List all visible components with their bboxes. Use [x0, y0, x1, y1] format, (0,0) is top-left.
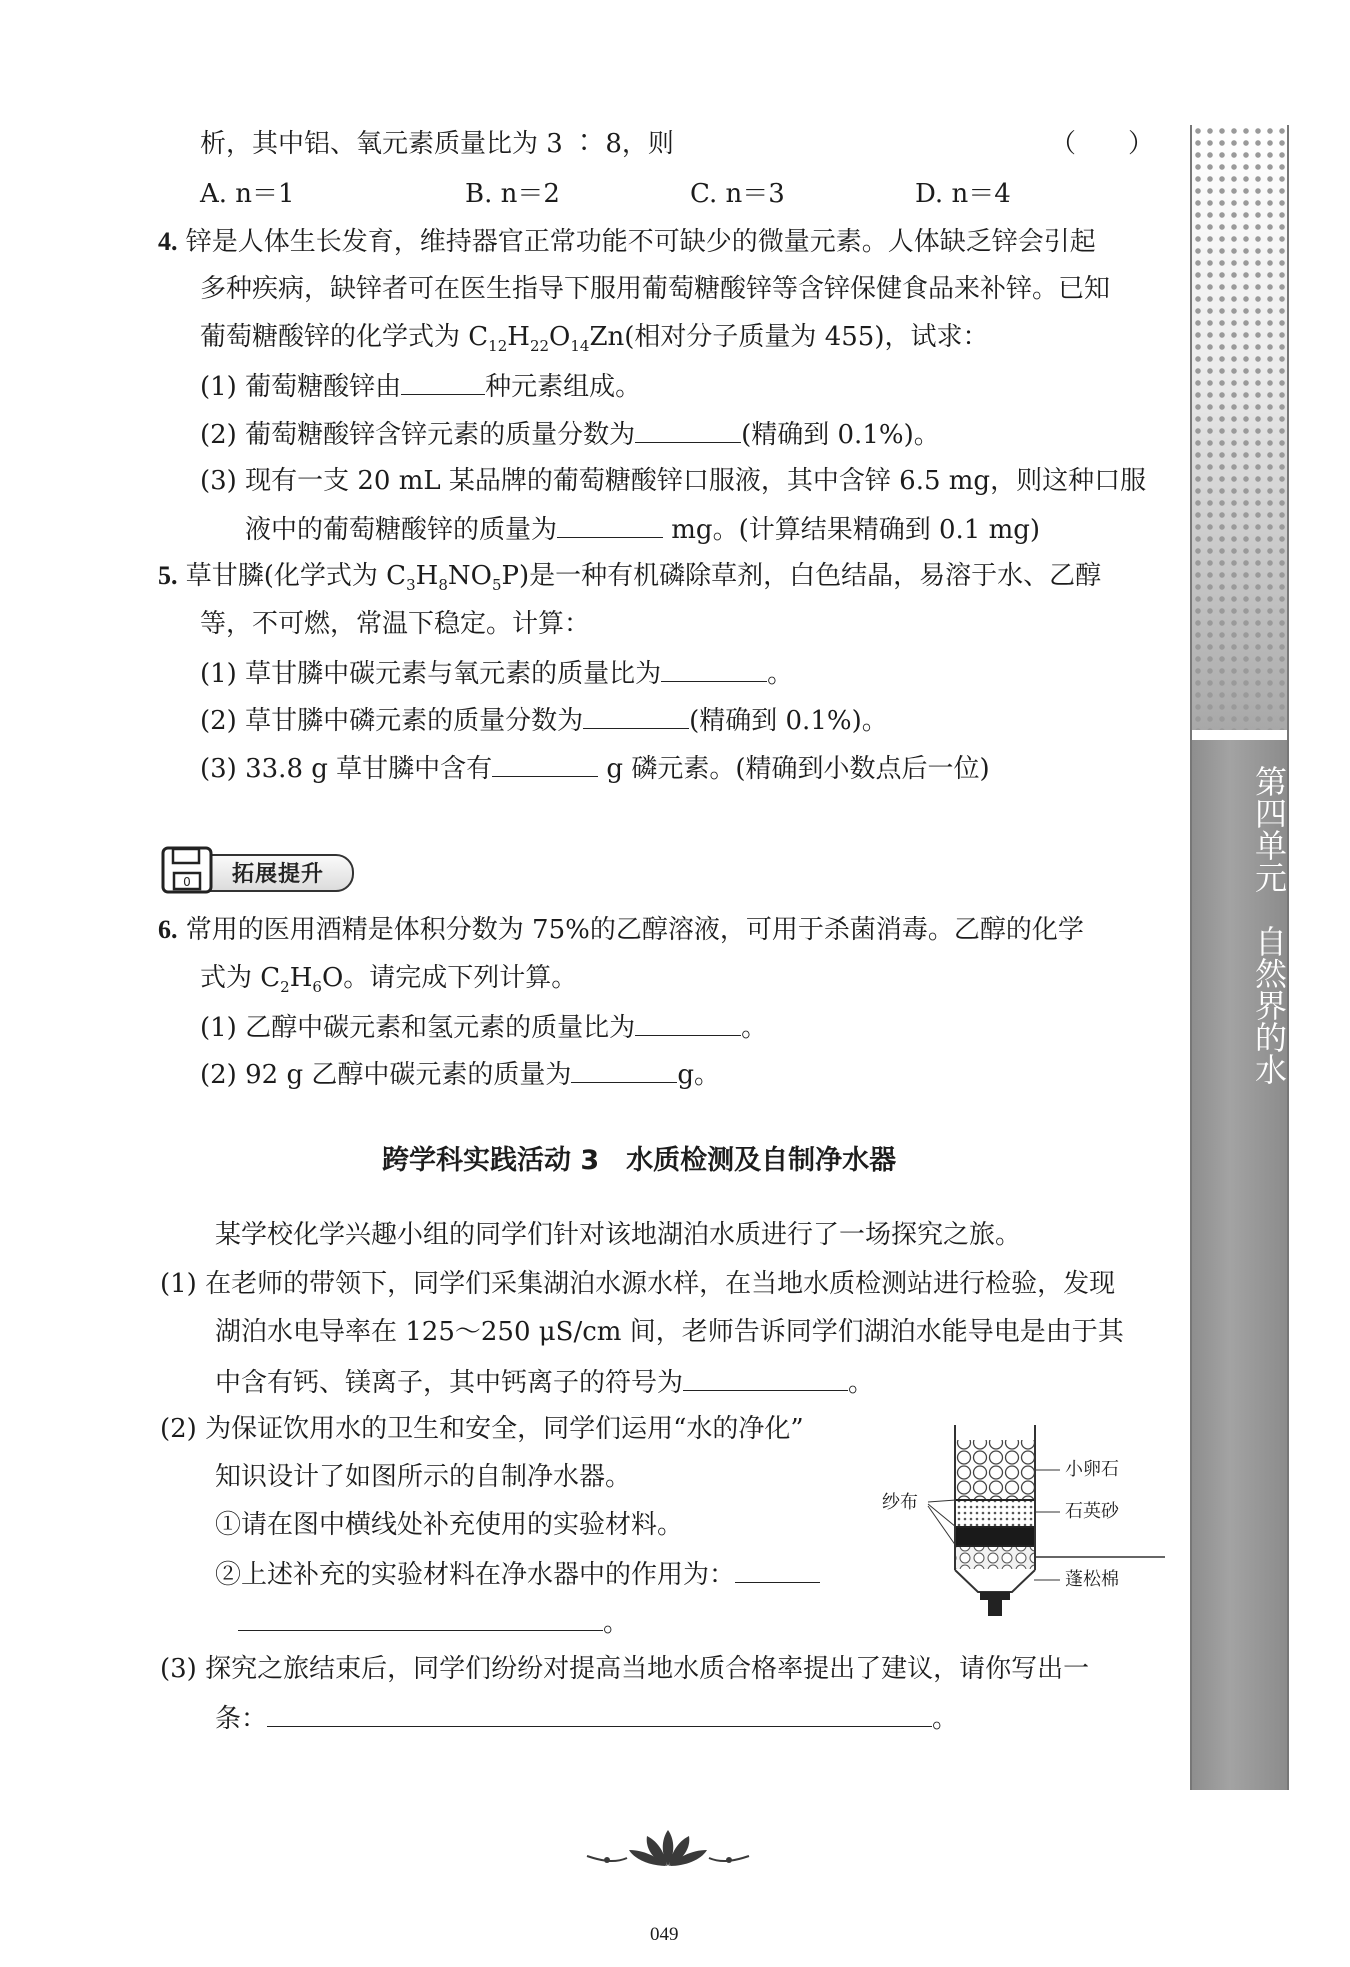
formula-suffix: O。请完成下列计算。 [321, 963, 578, 993]
activity-part-1-line2: 湖泊水电导率在 125～250 μS/cm 间，老师告诉同学们湖泊水能导电是由于其 [215, 1317, 1124, 1347]
chapter-sidebar [1190, 125, 1289, 1790]
subscript: 8 [438, 576, 448, 595]
option-b: B. n＝2 [465, 179, 560, 209]
formula-element: O [549, 322, 571, 352]
part-text: (2) 92 g 乙醇中碳元素的质量为 [200, 1060, 572, 1090]
q5-part-2 [200, 702, 888, 738]
label-cotton: 蓬松棉 [1065, 1569, 1119, 1590]
q3-stem-text: 析，其中铝、氧元素质量比为 3 ∶ 8，则 [200, 129, 674, 159]
section-title: 跨学科实践活动 3 水质检测及自制净水器 [382, 1145, 897, 1176]
option-a: A. n＝1 [200, 179, 295, 209]
question-4-line1 [158, 225, 1096, 259]
q4-part-3-line1: (3) 现有一支 20 mL 某品牌的葡萄糖酸锌口服液，其中含锌 6.5 mg，则这种口服 [200, 466, 1147, 496]
formula-element: H [507, 322, 530, 352]
floppy-disk-icon [160, 845, 218, 895]
q4-part-2 [200, 416, 940, 452]
part-text: 种元素组成。 [485, 372, 642, 402]
subscript: 22 [529, 337, 550, 356]
q5-part-1 [200, 655, 793, 691]
q6-part-2 [200, 1056, 720, 1092]
part-text: (精确到 0.1%)。 [689, 706, 888, 736]
subscript: 14 [570, 337, 590, 356]
q3-stem-line [200, 127, 674, 161]
part-text: (2) 葡萄糖酸锌含锌元素的质量分数为 [200, 420, 636, 450]
part-text: ②上述补充的实验材料在净水器中的作用为： [215, 1560, 736, 1590]
formula-prefix: 式为 C [200, 963, 281, 993]
option-d: D. n＝4 [915, 179, 1011, 209]
q5-part-3 [200, 750, 990, 786]
subscript: 2 [280, 978, 290, 997]
answer-blank[interactable] [571, 1056, 677, 1083]
part-text: g。 [677, 1060, 721, 1090]
activity-part-3-line1: (3) 探究之旅结束后，同学们纷纷对提高当地水质合格率提出了建议，请你写出一 [160, 1654, 1090, 1684]
water-filter-diagram [860, 1420, 1180, 1620]
water-filter-illustration [860, 1420, 1180, 1620]
part-text: (1) 葡萄糖酸锌由 [200, 372, 402, 402]
question-5-line2: 等，不可燃，常温下稳定。计算： [200, 609, 591, 639]
answer-blank[interactable] [238, 1604, 603, 1631]
activity-part-3-line2 [215, 1700, 958, 1736]
page-number: 049 [650, 1924, 679, 1945]
question-number: 5. [158, 561, 178, 590]
answer-blank[interactable] [635, 1009, 741, 1036]
activity-part-1-line1: (1) 在老师的带领下，同学们采集湖泊水源水样，在当地水质检测站进行检验，发现 [160, 1269, 1116, 1299]
formula-prefix: 草甘膦(化学式为 C [185, 561, 407, 591]
activity-part-2-line5 [238, 1604, 629, 1640]
label-gauze: 纱布 [882, 1492, 918, 1513]
part-text: 。 [767, 659, 794, 689]
sidebar-tab [1192, 740, 1287, 1790]
activity-part-1-line3 [215, 1364, 874, 1400]
label-pebble: 小卵石 [1065, 1459, 1119, 1480]
part-text: (1) 乙醇中碳元素和氢元素的质量比为 [200, 1013, 636, 1043]
part-text: 液中的葡萄糖酸锌的质量为 [245, 515, 558, 545]
q4-part-1 [200, 368, 641, 404]
leaf-ornament-icon [583, 1826, 753, 1870]
question-4-line2: 多种疾病，缺锌者可在医生指导下服用葡萄糖酸锌等含锌保健食品来补锌。已知 [200, 274, 1111, 304]
part-text: 。 [741, 1013, 768, 1043]
activity-part-2-line1: (2) 为保证饮用水的卫生和安全，同学们运用“水的净化” [160, 1414, 804, 1444]
activity-part-2-line3: ①请在图中横线处补充使用的实验材料。 [215, 1510, 684, 1540]
answer-blank[interactable] [661, 655, 767, 682]
question-number: 4. [158, 227, 178, 256]
option-c: C. n＝3 [690, 179, 785, 209]
answer-blank[interactable] [735, 1556, 820, 1583]
part-text: mg。(计算结果精确到 0.1 mg) [663, 515, 1041, 545]
part-text: (1) 草甘膦中碳元素与氧元素的质量比为 [200, 659, 662, 689]
subscript: 12 [488, 337, 508, 356]
activity-intro: 某学校化学兴趣小组的同学们针对该地湖泊水质进行了一场探究之旅。 [215, 1220, 1022, 1250]
part-text: (2) 草甘膦中磷元素的质量分数为 [200, 706, 584, 736]
part-text: 条： [215, 1704, 268, 1734]
part-text: 中含有钙、镁离子，其中钙离子的符号为 [215, 1368, 684, 1398]
svg-text:0: 0 [183, 875, 191, 889]
question-6-line2 [200, 961, 577, 995]
badge-label: 拓展提升 [232, 862, 325, 887]
answer-blank[interactable] [583, 702, 689, 729]
question-6-line1 [158, 913, 1084, 947]
activity-part-2-line4 [215, 1556, 820, 1592]
formula-prefix: 葡萄糖酸锌的化学式为 C [200, 322, 489, 352]
formula-element: H [289, 963, 313, 993]
activity-part-2-line2: 知识设计了如图所示的自制净水器。 [215, 1462, 632, 1492]
subscript: 6 [312, 978, 322, 997]
q4-part-3-line2 [245, 511, 1040, 547]
subscript: 3 [406, 576, 416, 595]
question-4-line3 [200, 320, 988, 354]
part-text: (3) 33.8 g 草甘膦中含有 [200, 754, 493, 784]
answer-blank[interactable] [492, 750, 598, 777]
part-text: g 磷元素。(精确到小数点后一位) [598, 754, 990, 784]
answer-blank[interactable] [267, 1700, 932, 1727]
label-quartz-sand: 石英砂 [1065, 1501, 1119, 1522]
answer-blank[interactable] [635, 416, 741, 443]
extension-badge [160, 845, 355, 895]
formula-element: H [415, 561, 439, 591]
formula-suffix: P)是一种有机磷除草剂，白色结晶，易溶于水、乙醇 [501, 561, 1102, 591]
q6-text-1: 常用的医用酒精是体积分数为 75%的乙醇溶液，可用于杀菌消毒。乙醇的化学 [185, 915, 1084, 945]
question-number: 6. [158, 915, 178, 944]
part-text: 。 [932, 1704, 959, 1734]
answer-paren: （ ） [1050, 129, 1155, 159]
answer-blank[interactable] [557, 511, 663, 538]
q6-part-1 [200, 1009, 767, 1045]
q4-text-1: 锌是人体生长发育，维持器官正常功能不可缺少的微量元素。人体缺乏锌会引起 [185, 227, 1096, 257]
answer-blank[interactable] [401, 368, 485, 395]
formula-suffix: Zn(相对分子质量为 455)，试求： [589, 322, 989, 352]
formula-element: NO [447, 561, 492, 591]
part-text: 。 [603, 1608, 630, 1638]
question-5-line1 [158, 559, 1101, 593]
subscript: 5 [491, 576, 502, 595]
chapter-title: 第四单元 自然界的水 [1250, 765, 1288, 1085]
answer-blank[interactable] [683, 1364, 848, 1391]
sidebar-pattern [1192, 125, 1287, 730]
part-text: 。 [848, 1368, 875, 1398]
part-text: (精确到 0.1%)。 [741, 420, 940, 450]
